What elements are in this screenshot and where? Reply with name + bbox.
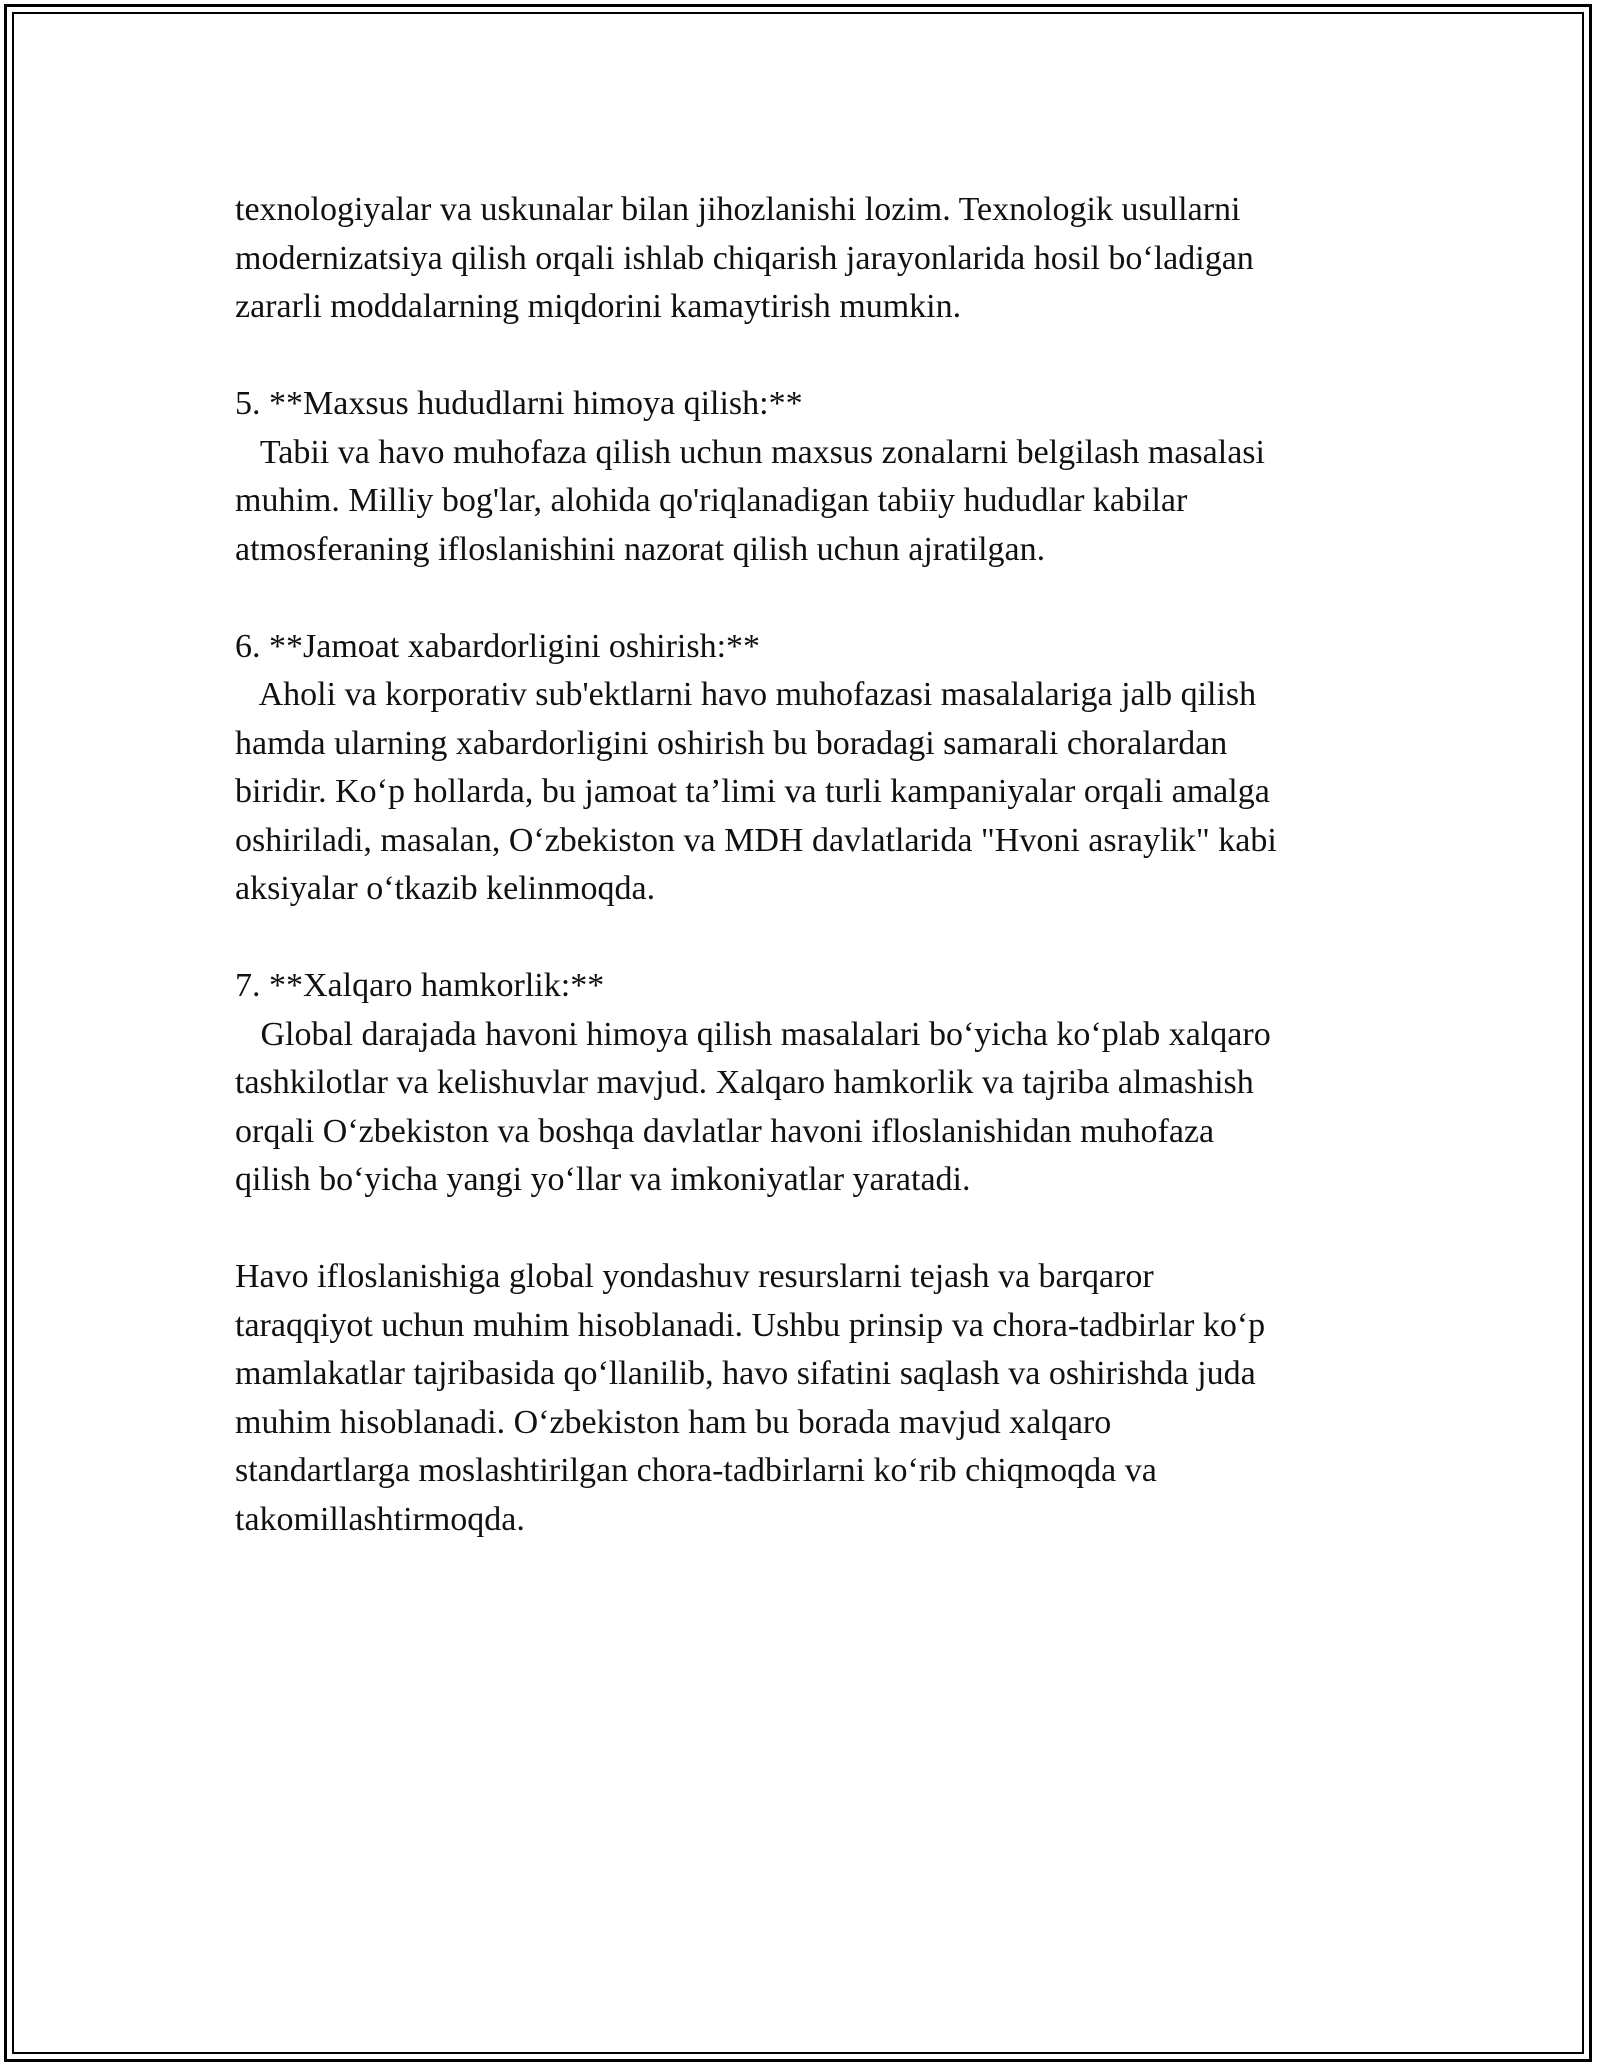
- text-line: Global darajada havoni himoya qilish masalalari bo‘yicha ko‘plab xalqaro: [235, 1015, 1271, 1053]
- text-line: tashkilotlar va kelishuvlar mavjud. Xalqaro hamkorlik va tajriba almashish: [235, 1064, 1254, 1101]
- text-line: standartlarga moslashtirilgan chora-tadbirlarni ko‘rib chiqmoqda va: [235, 1452, 1157, 1489]
- intro-paragraph: [235, 186, 1385, 332]
- text-line: mamlakatlar tajribasida qo‘llanilib, havo sifatini saqlash va oshirishda juda: [235, 1355, 1256, 1392]
- text-line: qilish bo‘yicha yangi yo‘llar va imkoniyatlar yaratadi.: [235, 1161, 971, 1198]
- text-line: orqali O‘zbekiston va boshqa davlatlar havoni ifloslanishidan muhofaza: [235, 1112, 1215, 1150]
- text-line: oshiriladi, masalan, O‘zbekiston va MDH davlatlarida "Hvoni asraylik" kabi: [235, 821, 1277, 859]
- conclusion-paragraph: [235, 1253, 1385, 1544]
- paragraph-gap: [235, 574, 1385, 623]
- section-heading: 6. **Jamoat xabardorligini oshirish:**: [235, 627, 761, 665]
- text-line: texnologiyalar va uskunalar bilan jihozlanishi lozim. Texnologik usullarni: [235, 191, 1241, 228]
- text-line: aksiyalar o‘tkazib kelinmoqda.: [235, 870, 656, 907]
- section-5: [235, 380, 1385, 574]
- paragraph-gap: [235, 1205, 1385, 1254]
- text-line: modernizatsiya qilish orqali ishlab chiqarish jarayonlarida hosil bo‘ladigan: [235, 239, 1254, 277]
- paragraph-gap: [235, 332, 1385, 381]
- text-line: atmosferaning ifloslanishini nazorat qilish uchun ajratilgan.: [235, 530, 1046, 568]
- text-line: biridir. Ko‘p hollarda, bu jamoat ta’limi va turli kampaniyalar orqali amalga: [235, 773, 1270, 810]
- text-line: hamda ularning xabardorligini oshirish bu boradagi samarali choralardan: [235, 724, 1228, 762]
- section-7: [235, 962, 1385, 1205]
- text-line: muhim. Milliy bog'lar, alohida qo'riqlanadigan tabiiy hududlar kabilar: [235, 482, 1188, 519]
- text-line: muhim hisoblanadi. O‘zbekiston ham bu borada mavjud xalqaro: [235, 1403, 1112, 1441]
- text-line: taraqqiyot uchun muhim hisoblanadi. Ushbu prinsip va chora-tadbirlar ko‘p: [235, 1306, 1266, 1344]
- text-line: Havo ifloslanishiga global yondashuv resurslarni tejash va barqaror: [235, 1258, 1154, 1295]
- section-heading: 7. **Xalqaro hamkorlik:**: [235, 967, 605, 1004]
- text-line: zararli moddalarning miqdorini kamaytirish mumkin.: [235, 288, 962, 325]
- section-6: [235, 623, 1385, 914]
- section-heading: 5. **Maxsus hududlarni himoya qilish:**: [235, 385, 803, 422]
- text-line: takomillashtirmoqda.: [235, 1500, 525, 1538]
- paragraph-gap: [235, 914, 1385, 963]
- text-line: Aholi va korporativ sub'ektlarni havo muhofazasi masalalariga jalb qilish: [235, 676, 1257, 713]
- document-body: [235, 186, 1385, 1544]
- text-line: Tabii va havo muhofaza qilish uchun maxsus zonalarni belgilash masalasi: [235, 433, 1265, 471]
